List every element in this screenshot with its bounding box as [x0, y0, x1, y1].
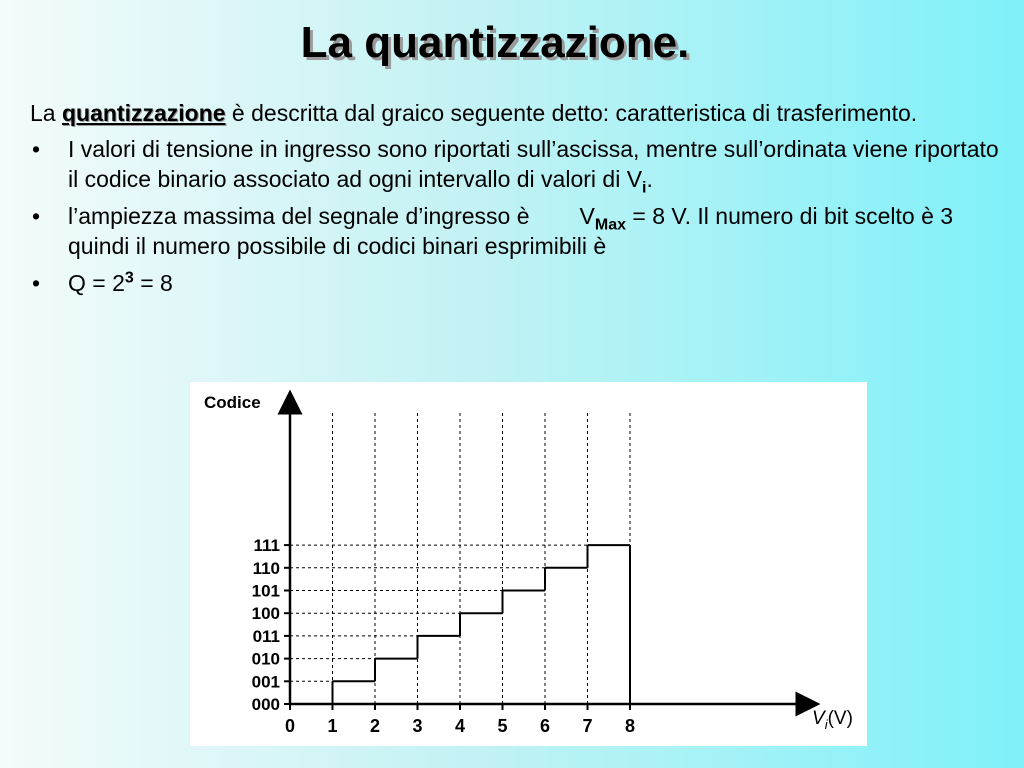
x-axis-label: $V_i(V)$ — [812, 708, 853, 732]
y-tick-label: 011 — [252, 626, 280, 646]
bullet-vmax-subscript: Max — [594, 216, 626, 234]
y-tick-label: 110 — [252, 558, 280, 578]
bullet-item-axes — [30, 134, 1000, 197]
y-axis-label: Codice — [204, 393, 261, 412]
bullet-dot-icon: • — [32, 270, 41, 296]
x-tick-label: 1 — [327, 716, 338, 736]
bullet-text-after: = 8 V. Il numero di bit scelto è 3 quindi il numero possibile di codici binari esprimibili è — [68, 203, 954, 259]
formula-rest: = 8 — [133, 270, 173, 296]
slide-body — [30, 98, 1000, 305]
bullet-dot-icon: • — [32, 136, 41, 162]
y-tick-label: 010 — [251, 649, 280, 669]
bullet-dot-icon: • — [32, 203, 41, 229]
bullet-item-formula — [30, 268, 1000, 298]
x-tick-label: 0 — [284, 716, 296, 736]
bullet-item-amplitude — [30, 201, 1000, 261]
x-tick-label: 6 — [539, 716, 551, 736]
chart-svg — [190, 382, 867, 746]
slide-title: La quantizzazione. — [300, 18, 690, 67]
x-tick-label: 2 — [369, 716, 381, 736]
bullet-subscript: i — [642, 179, 647, 197]
y-tick-label: 101 — [251, 581, 280, 601]
y-tick-label: 111 — [253, 536, 280, 556]
x-tick-label: 3 — [412, 716, 423, 736]
x-tick-label: 8 — [624, 716, 636, 736]
y-tick-label: 000 — [251, 695, 280, 714]
y-tick-label: 001 — [251, 672, 280, 692]
bullet-text-before: l’ampiezza massima del segnale d’ingresso è — [68, 203, 530, 229]
x-tick-label: 7 — [582, 716, 593, 736]
intro-suffix: è descritta dal graico seguente detto: caratteristica di trasferimento. — [225, 100, 918, 126]
bullet-vmax-symbol: V — [579, 203, 595, 229]
y-tick-label: 100 — [251, 604, 280, 624]
formula-exponent: 3 — [124, 269, 134, 287]
bullet-after: . — [646, 166, 653, 192]
transfer-characteristic-chart — [190, 382, 867, 746]
intro-prefix: La — [30, 100, 62, 126]
x-tick-label: 5 — [497, 716, 508, 736]
intro-keyword: quantizzazione — [61, 100, 226, 126]
bullet-text: I valori di tensione in ingresso sono riportati sull’ascissa, mentre sull’ordinata viene riportato il codice binario associato ad ogni intervallo di valori di V — [68, 136, 999, 192]
x-tick-label: 4 — [454, 716, 466, 736]
formula-base: Q = 2 — [68, 270, 125, 296]
intro-paragraph — [30, 98, 1000, 128]
